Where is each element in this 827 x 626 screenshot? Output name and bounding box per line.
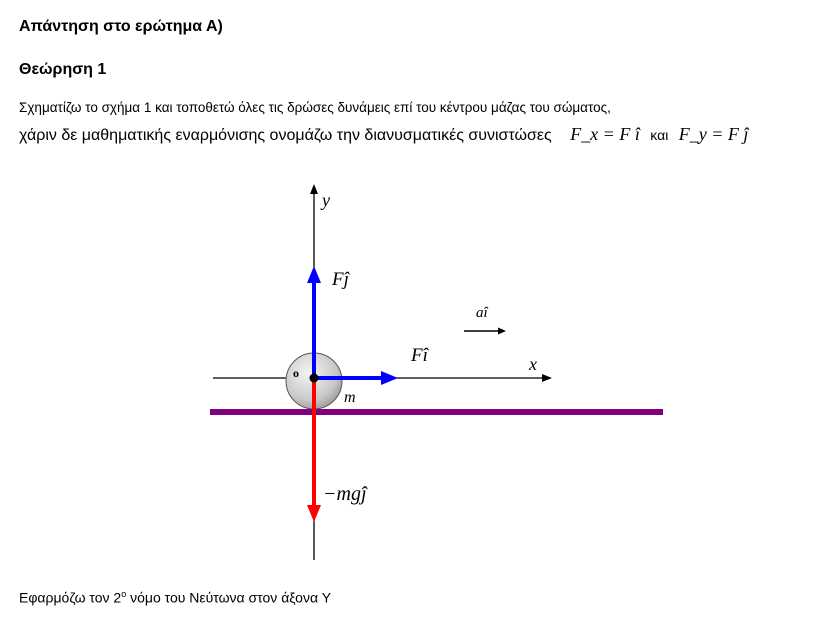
expr-fy: F_y = F ĵ [678,124,749,144]
footer-text [19,589,331,606]
center-of-mass [310,374,319,383]
footer-after: νόμο του Νεύτωνα στον άξονα Υ [126,589,332,606]
label-mass: m [344,389,356,406]
force-up-arrowhead [307,266,321,283]
x-axis-arrowhead [542,374,552,382]
label-force-up: Fĵ [332,269,349,290]
section-heading: Θεώρηση 1 [19,61,107,78]
conjunction: και [650,127,669,143]
paragraph-line-1: Σχηματίζω το σχήμα 1 και τοποθετώ όλες τις δρώσες δυνάμεις επί του κέντρου μάζας του σώματος, [19,100,611,115]
paragraph-line-2-text: χάριν δε μαθηματικής εναρμόνισης ονομάζω την διανυσματικές συνιστώσες [19,127,552,144]
label-origin: o [293,366,299,380]
answer-heading: Απάντηση στο ερώτημα Α) [19,18,223,35]
footer-before: Εφαρμόζω τον 2 [19,589,122,606]
expr-fx: F_x = F î [570,124,640,144]
label-force-right: Fî [411,345,428,366]
label-axis-y: y [322,190,330,210]
label-force-down: −mgĵ [323,483,367,505]
force-right-arrowhead [381,371,398,385]
label-acceleration: aî [476,305,488,321]
label-axis-x: x [529,354,537,374]
y-axis-arrowhead [310,184,318,194]
force-down-arrowhead [307,505,321,522]
acceleration-arrowhead [498,328,506,335]
footer-superscript: o [121,589,127,599]
